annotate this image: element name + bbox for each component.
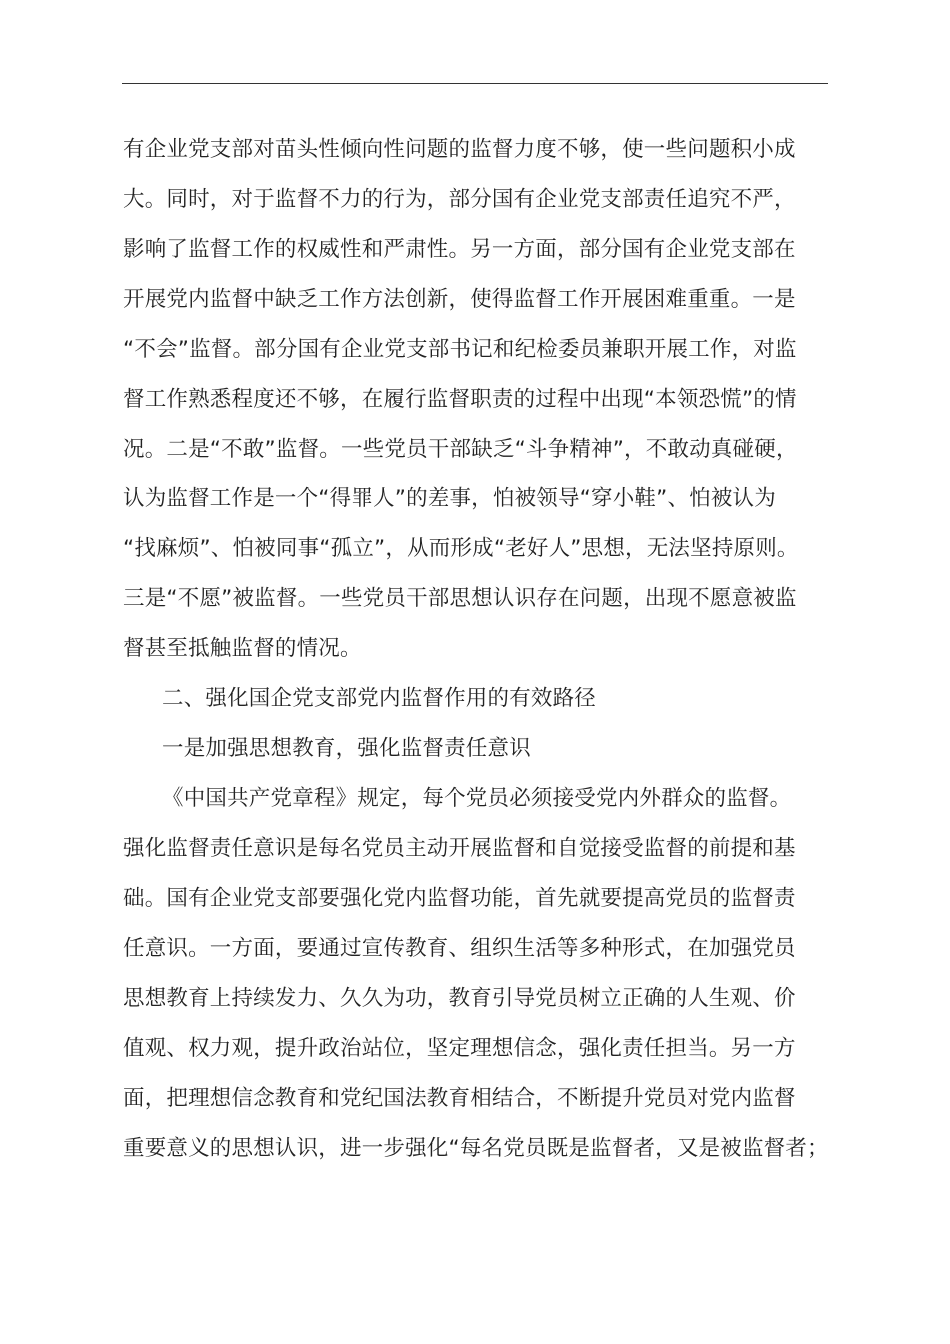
text-line: 督甚至抵触监督的情况。: [123, 636, 362, 661]
text-line: 影响了监督工作的权威性和严肃性。另一方面，部分国有企业党支部在: [123, 237, 796, 262]
section-heading: 二、强化国企党支部党内监督作用的有效路径: [162, 686, 597, 711]
text-line: 督工作熟悉程度还不够，在履行监督职责的过程中出现“本领恐慌”的情: [123, 387, 797, 412]
text-line: 思想教育上持续发力、久久为功，教育引导党员树立正确的人生观、价: [123, 986, 796, 1011]
text-line: 值观、权力观，提升政治站位，坚定理想信念，强化责任担当。另一方: [123, 1036, 796, 1061]
text-line: 开展党内监督中缺乏工作方法创新，使得监督工作开展困难重重。一是: [123, 287, 796, 312]
text-line: 强化监督责任意识是每名党员主动开展监督和自觉接受监督的前提和基: [123, 836, 796, 861]
text-line: 况。二是“不敢”监督。一些党员干部缺乏“斗争精神”，不敢动真碰硬，: [123, 437, 798, 462]
text-line: 认为监督工作是一个“得罪人”的差事，怕被领导“穿小鞋”、怕被认为: [123, 486, 776, 511]
text-line: 大。同时，对于监督不力的行为，部分国有企业党支部责任追究不严，: [123, 187, 796, 212]
text-line: 础。国有企业党支部要强化党内监督功能，首先就要提高党员的监督责: [123, 886, 796, 911]
paragraph-first-line: 《中国共产党章程》规定，每个党员必须接受党内外群众的监督。: [162, 786, 792, 811]
text-line: 重要意义的思想认识，进一步强化“每名党员既是监督者，又是被监督者；: [123, 1136, 829, 1161]
text-line: 有企业党支部对苗头性倾向性问题的监督力度不够，使一些问题积小成: [123, 137, 796, 162]
text-line: “找麻烦”、怕被同事“孤立”，从而形成“老好人”思想，无法坚持原则。: [123, 536, 799, 561]
text-line: 任意识。一方面，要通过宣传教育、组织生活等多种形式，在加强党员: [123, 936, 796, 961]
text-line: “不会”监督。部分国有企业党支部书记和纪检委员兼职开展工作，对监: [123, 337, 797, 362]
text-line: 三是“不愿”被监督。一些党员干部思想认识存在问题，出现不愿意被监: [123, 586, 797, 611]
subsection-heading: 一是加强思想教育，强化监督责任意识: [162, 736, 531, 761]
header-rule: [122, 83, 828, 84]
text-line: 面，把理想信念教育和党纪国法教育相结合，不断提升党员对党内监督: [123, 1086, 796, 1111]
